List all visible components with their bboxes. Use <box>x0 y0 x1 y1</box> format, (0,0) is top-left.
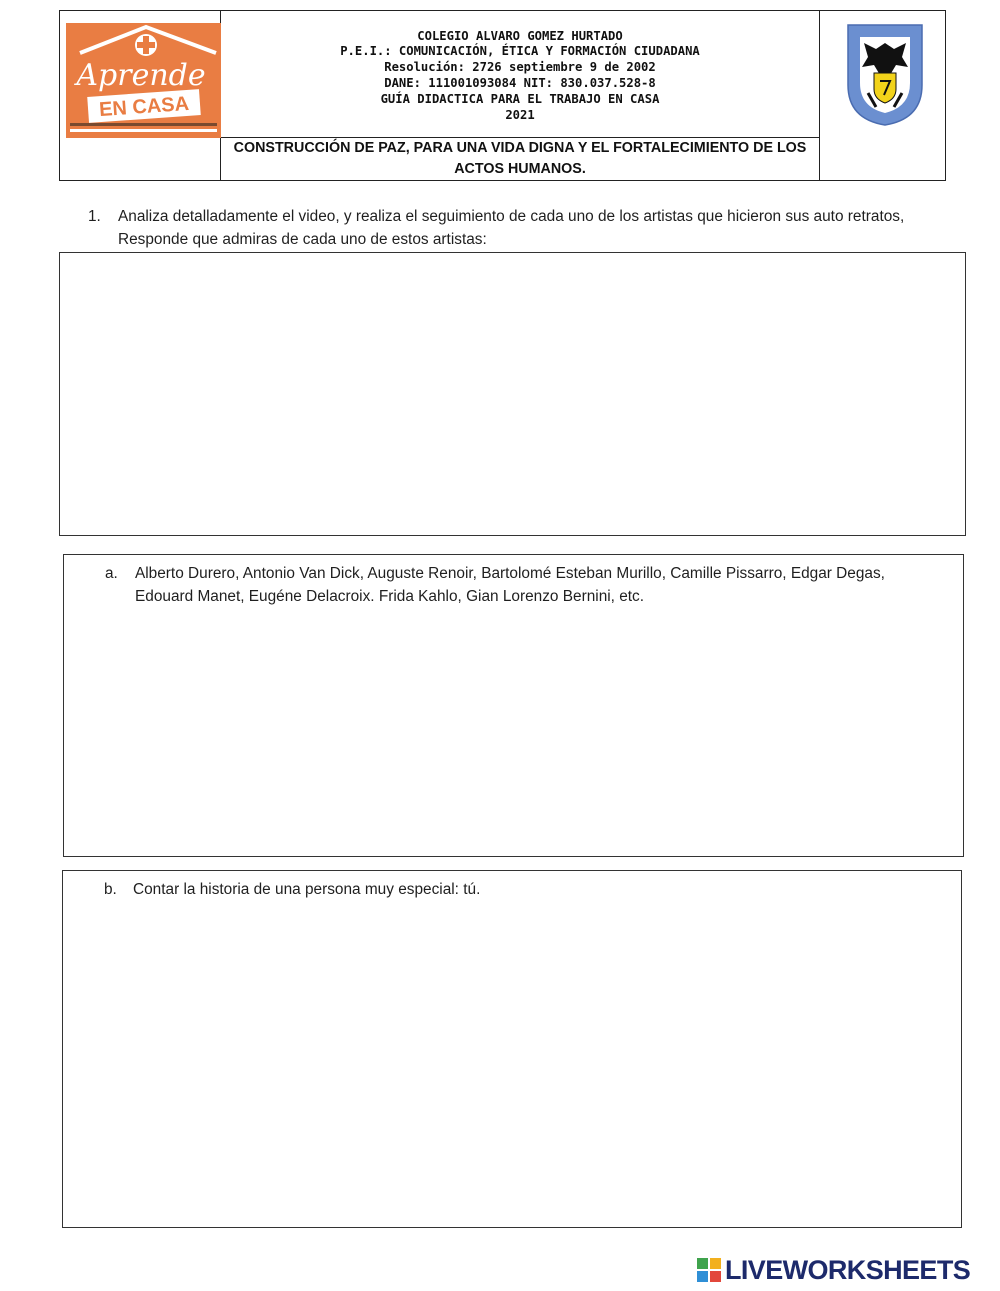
header-table <box>59 10 946 181</box>
svg-text:Aprende: Aprende <box>76 58 206 93</box>
header-subtitle-cell <box>221 138 819 180</box>
resolution-line: Resolución: 2726 septiembre 9 de 2002 <box>384 60 656 75</box>
liveworksheets-brand: LIVEWORKSHEETS <box>725 1254 971 1285</box>
item-a-letter: a. <box>105 565 118 582</box>
answer-box-a[interactable] <box>63 554 964 857</box>
header-school-info <box>221 11 819 138</box>
item-b-text: Contar la historia de una persona muy especial: tú. <box>133 881 481 898</box>
aprende-en-casa-logo <box>66 23 221 138</box>
answer-box-b[interactable] <box>62 870 962 1228</box>
liveworksheets-logo <box>697 1255 970 1285</box>
school-crest-icon <box>846 23 924 127</box>
svg-text:EN CASA: EN CASA <box>98 92 190 122</box>
answer-box-1[interactable] <box>59 252 966 536</box>
school-name: COLEGIO ALVARO GOMEZ HURTADO <box>417 28 623 43</box>
pei-line: P.E.I.: COMUNICACIÓN, ÉTICA Y FORMACIÓN CIUDADANA <box>340 44 700 59</box>
year-line: 2021 <box>505 107 535 122</box>
guide-subtitle: CONSTRUCCIÓN DE PAZ, PARA UNA VIDA DIGNA Y EL FORTALECIMIENTO DE LOS ACTOS HUMANOS. <box>233 140 807 177</box>
question-text: Analiza detalladamente el video, y realiza el seguimiento de cada uno de los artistas que hicieron sus auto retratos, Responde que admiras de cada uno de estos artistas: <box>118 208 905 248</box>
header-logo-cell <box>60 11 221 180</box>
guide-title-line: GUÍA DIDACTICA PARA EL TRABAJO EN CASA <box>380 91 660 106</box>
item-a-text: Alberto Durero, Antonio Van Dick, Auguste Renoir, Bartolomé Esteban Murillo, Camille Pissarro, Edgar Degas, Edouard Manet, Eugéne Delacroix. Frida Kahlo, Gian Lorenzo Bernini, etc. <box>135 565 885 605</box>
header-crest-cell <box>819 11 945 180</box>
liveworksheets-icon <box>697 1258 721 1282</box>
dane-nit-line: DANE: 111001093084 NIT: 830.037.528-8 <box>384 76 656 90</box>
question-number: 1. <box>88 208 101 225</box>
item-b-letter: b. <box>104 881 117 898</box>
